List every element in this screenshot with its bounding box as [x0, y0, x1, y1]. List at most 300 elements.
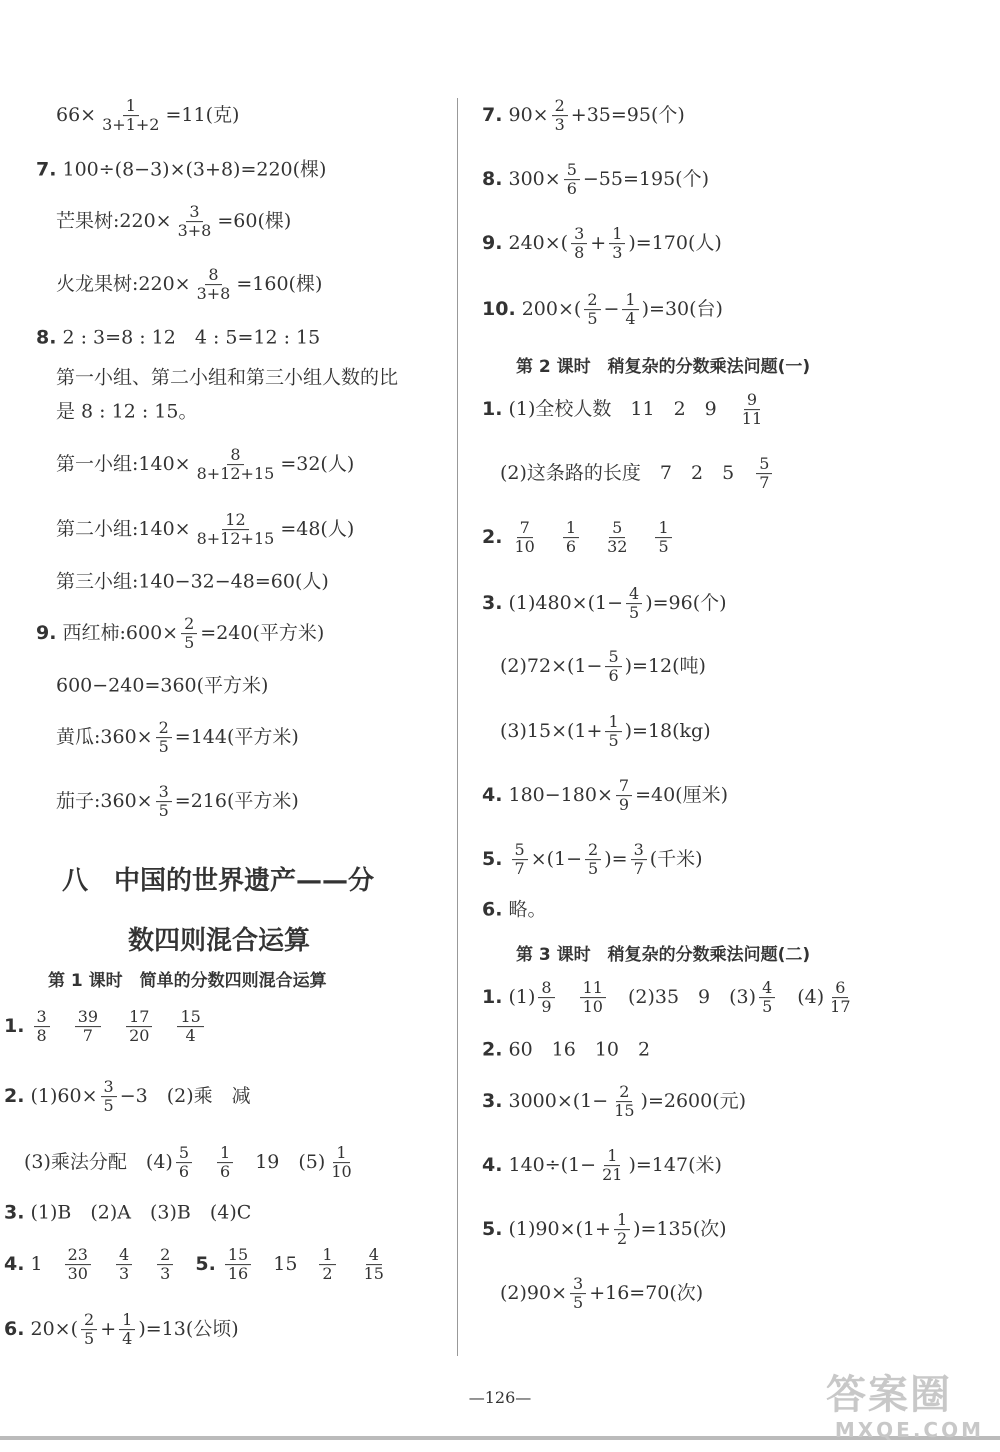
fraction — [177, 1008, 203, 1046]
fraction — [609, 225, 625, 263]
fraction — [319, 1246, 335, 1284]
answer-text: )=12(吨) — [624, 655, 706, 678]
fraction — [361, 1246, 387, 1284]
denominator: 5 — [587, 309, 598, 329]
question-number: 10. — [482, 298, 516, 321]
fraction — [176, 1144, 192, 1182]
numerator: 3 — [101, 1078, 117, 1097]
denominator: 7 — [82, 1026, 93, 1046]
answer-line — [56, 266, 322, 304]
numerator: 1 — [605, 713, 621, 732]
answer-text: − — [603, 298, 620, 321]
answer-line — [482, 777, 728, 815]
fraction — [156, 719, 172, 757]
fraction — [225, 1246, 251, 1284]
answer-text: 1 — [24, 1253, 62, 1276]
chapter-title-line-1: 八 中国的世界遗产——分 — [62, 866, 375, 896]
fraction — [156, 783, 172, 821]
denominator: 3 — [118, 1264, 130, 1284]
fraction — [194, 446, 278, 484]
denominator: 3+8 — [196, 284, 231, 304]
answer-text: )=18(kg) — [624, 720, 711, 743]
denominator: 6 — [220, 1162, 231, 1182]
answer-text: (1)全校人数 11 2 9 — [502, 398, 736, 421]
answer-text: )=135(次) — [633, 1218, 727, 1241]
denominator: 8 — [36, 1026, 47, 1046]
answer-text: + — [590, 232, 607, 255]
answer-text — [176, 1256, 195, 1275]
answer-text: (3)15×(1+ — [500, 720, 603, 743]
fraction — [563, 519, 579, 557]
numerator: 3 — [570, 1275, 586, 1294]
denominator: 6 — [565, 537, 577, 557]
answer-text — [155, 1018, 174, 1037]
numerator: 5 — [512, 841, 528, 860]
fraction — [512, 519, 538, 557]
answer-line — [36, 158, 327, 181]
answer-text: 是 8 : 12 : 15。 — [56, 400, 198, 423]
numerator: 3 — [631, 841, 647, 860]
answer-text — [633, 529, 652, 548]
denominator: 17 — [830, 997, 851, 1017]
lesson-2-heading: 第 2 课时 稍复杂的分数乘法问题(一) — [516, 357, 811, 377]
denominator: 9 — [618, 795, 630, 815]
numerator: 11 — [580, 979, 606, 998]
numerator: 17 — [126, 1008, 152, 1027]
answer-line — [482, 97, 685, 135]
column-divider — [457, 98, 458, 1356]
question-number: 6. — [4, 1318, 25, 1341]
numerator: 6 — [832, 979, 848, 998]
denominator: 8 — [574, 243, 585, 263]
numerator: 1 — [622, 291, 638, 310]
numerator: 12 — [222, 511, 248, 530]
answer-line — [500, 713, 711, 751]
denominator: 5 — [658, 537, 669, 557]
question-number: 7. — [482, 104, 503, 127]
question-number: 3. — [4, 1201, 25, 1224]
answer-text: 140÷(1− — [502, 1154, 597, 1177]
answer-text: 芒果树:220× — [56, 210, 172, 233]
numerator: 2 — [585, 841, 601, 860]
answer-text: (1)90×(1+ — [502, 1218, 611, 1241]
fraction — [614, 1211, 630, 1249]
answer-text: =11(克) — [165, 104, 240, 127]
answer-text: ×(1− — [530, 848, 583, 871]
lesson-3-heading: 第 3 课时 稍复杂的分数乘法问题(二) — [516, 945, 811, 965]
answer-line — [56, 366, 399, 389]
answer-text: )=147(米) — [628, 1154, 722, 1177]
denominator: 3 — [160, 1264, 171, 1284]
fraction — [580, 979, 606, 1017]
answer-text: =40(厘米) — [635, 784, 728, 807]
denominator: 5 — [629, 603, 640, 623]
answer-text: =60(棵) — [217, 210, 292, 233]
denominator: 4 — [185, 1026, 196, 1046]
numerator: 2 — [157, 1246, 173, 1265]
answer-text: =240(平方米) — [200, 622, 325, 645]
denominator: 32 — [607, 537, 628, 557]
answer-line — [56, 511, 354, 549]
numerator: 3 — [156, 783, 172, 802]
answer-line — [482, 225, 722, 263]
answer-line — [482, 161, 709, 199]
fraction — [81, 1311, 97, 1349]
denominator: 3+1+2 — [102, 115, 160, 135]
question-number: 5. — [195, 1253, 216, 1276]
answer-text — [502, 529, 508, 548]
answer-text: + — [100, 1318, 117, 1341]
watermark-url: MXQE.COM — [834, 1418, 984, 1442]
answer-text — [502, 851, 508, 870]
answer-line — [500, 648, 706, 686]
fraction — [116, 1246, 132, 1284]
question-number: 2. — [482, 1038, 503, 1061]
answer-text: 200×( — [515, 298, 582, 321]
fraction — [584, 291, 600, 329]
numerator: 1 — [319, 1246, 335, 1265]
answer-line — [4, 1201, 252, 1224]
fraction — [622, 291, 638, 329]
fraction — [570, 1275, 586, 1313]
question-number: 3. — [482, 1090, 503, 1113]
denominator: 5 — [762, 997, 773, 1017]
answer-text: 第三小组:140−32−48=60(人) — [56, 570, 329, 593]
denominator: 20 — [129, 1026, 150, 1046]
watermark-logo — [826, 1372, 990, 1446]
answer-text: 2 : 3=8 : 12 4 : 5=12 : 15 — [56, 326, 321, 349]
question-number: 9. — [36, 622, 57, 645]
answer-text: )=2600(元) — [640, 1090, 747, 1113]
answer-text: 100÷(8−3)×(3+8)=220(棵) — [56, 158, 327, 181]
denominator: 5 — [573, 1293, 584, 1313]
denominator: 7 — [633, 859, 644, 879]
fraction — [756, 455, 772, 493]
fraction — [157, 1246, 173, 1284]
denominator: 10 — [582, 997, 603, 1017]
denominator: 2 — [616, 1229, 628, 1249]
question-number: 4. — [4, 1253, 25, 1276]
answer-line — [56, 674, 269, 697]
fraction — [552, 97, 568, 135]
answer-text: )=96(个) — [645, 592, 727, 615]
answer-line — [500, 1275, 703, 1313]
question-number: 2. — [4, 1085, 25, 1108]
fraction — [217, 1144, 233, 1182]
chapter-title-line-2: 数四则混合运算 — [128, 926, 311, 956]
denominator: 3 — [554, 115, 565, 135]
answer-text — [195, 1154, 214, 1173]
fraction — [759, 979, 775, 1017]
answer-text: =160(棵) — [236, 273, 323, 296]
numerator: 7 — [616, 777, 632, 796]
denominator: 9 — [541, 997, 552, 1017]
denominator: 4 — [625, 309, 636, 329]
numerator: 7 — [517, 519, 533, 538]
denominator: 7 — [514, 859, 525, 879]
answer-text — [24, 1018, 30, 1037]
answer-text: 240×( — [502, 232, 569, 255]
answer-text: 火龙果树:220× — [56, 273, 191, 296]
numerator: 2 — [584, 291, 600, 310]
answer-line — [36, 615, 324, 653]
answer-text: 黄瓜:360× — [56, 726, 153, 749]
answer-text — [541, 529, 560, 548]
denominator: 15 — [363, 1264, 384, 1284]
numerator: 4 — [759, 979, 775, 998]
answer-line — [56, 203, 291, 241]
answer-line — [482, 291, 723, 329]
denominator: 8+12+15 — [196, 529, 275, 549]
fraction — [328, 1144, 354, 1182]
denominator: 15 — [614, 1101, 635, 1121]
question-number: 4. — [482, 1154, 503, 1177]
fraction — [512, 841, 528, 879]
numerator: 8 — [538, 979, 554, 998]
answer-line — [56, 570, 329, 593]
answer-text: (2)35 9 (3) — [608, 986, 757, 1009]
numerator: 5 — [756, 455, 772, 474]
fraction — [611, 1083, 637, 1121]
fraction — [605, 648, 621, 686]
answer-line — [482, 391, 768, 429]
question-number: 1. — [4, 1015, 25, 1038]
answer-text: )=13(公顷) — [138, 1318, 239, 1341]
answer-text: −55=195(个) — [582, 168, 709, 191]
denominator: 5 — [103, 1096, 114, 1116]
numerator: 9 — [744, 391, 760, 410]
question-number: 1. — [482, 398, 503, 421]
answer-line — [482, 841, 703, 879]
denominator: 6 — [178, 1162, 190, 1182]
fraction — [616, 777, 632, 815]
fraction — [631, 841, 647, 879]
watermark-text: 答案圈 — [826, 1372, 952, 1418]
answer-text: +16=70(次) — [589, 1282, 704, 1305]
answer-text: 第二小组:140× — [56, 518, 191, 541]
numerator: 8 — [205, 266, 221, 285]
fraction — [65, 1246, 91, 1284]
fraction — [175, 203, 215, 241]
answer-line — [4, 1008, 207, 1046]
answer-text: (1) — [502, 986, 536, 1009]
answer-text: 20×( — [24, 1318, 79, 1341]
answer-text: (1)60× — [24, 1085, 98, 1108]
answer-line — [482, 1083, 746, 1121]
numerator: 15 — [177, 1008, 203, 1027]
lesson-1-heading: 第 1 课时 简单的分数四则混合运算 — [48, 971, 327, 991]
numerator: 2 — [156, 719, 172, 738]
answer-text: 西红柿:600× — [56, 622, 179, 645]
answer-text: 第一小组、第二小组和第三小组人数的比 — [56, 366, 399, 389]
denominator: 10 — [514, 537, 535, 557]
fraction — [604, 519, 630, 557]
answer-text — [94, 1256, 113, 1275]
answer-line — [36, 326, 321, 349]
fraction — [101, 1078, 117, 1116]
answer-text: (2)90× — [500, 1282, 568, 1305]
denominator: 7 — [759, 473, 770, 493]
answer-text — [53, 1018, 72, 1037]
denominator: 4 — [122, 1329, 133, 1349]
fraction — [827, 979, 853, 1017]
answer-text: )=30(台) — [641, 298, 723, 321]
answer-line — [482, 1211, 727, 1249]
numerator: 1 — [655, 519, 671, 538]
answer-line — [56, 400, 198, 423]
answer-text: (1)480×(1− — [502, 592, 624, 615]
answer-text: 66× — [56, 104, 97, 127]
answer-text — [339, 1256, 358, 1275]
answer-text: =216(平方米) — [174, 790, 299, 813]
answer-text: −3 (2)乘 减 — [119, 1085, 251, 1108]
numerator: 4 — [626, 585, 642, 604]
numerator: 1 — [123, 97, 139, 116]
fraction — [75, 1008, 101, 1046]
answer-text: (3)乘法分配 (4) — [24, 1151, 173, 1174]
numerator: 1 — [119, 1311, 135, 1330]
question-number: 2. — [482, 526, 503, 549]
question-number: 9. — [482, 232, 503, 255]
question-number: 5. — [482, 848, 503, 871]
answer-line — [482, 898, 547, 921]
denominator: 5 — [608, 731, 619, 751]
denominator: 3 — [612, 243, 623, 263]
numerator: 23 — [65, 1246, 91, 1265]
denominator: 11 — [741, 409, 763, 429]
answer-text: (2)这条路的长度 7 2 5 — [500, 462, 754, 485]
answer-line — [56, 97, 239, 135]
answer-text: =144(平方米) — [174, 726, 299, 749]
fraction — [181, 615, 197, 653]
question-number: 8. — [36, 326, 57, 349]
answer-text: 15 — [254, 1253, 317, 1276]
numerator: 1 — [563, 519, 579, 538]
question-number: 4. — [482, 784, 503, 807]
numerator: 39 — [75, 1008, 101, 1027]
answer-text: (千米) — [649, 848, 703, 871]
denominator: 3+8 — [177, 221, 212, 241]
denominator: 6 — [608, 666, 619, 686]
numerator: 1 — [609, 225, 625, 244]
answer-text: (2)72×(1− — [500, 655, 603, 678]
numerator: 2 — [81, 1311, 97, 1330]
fraction — [599, 1147, 625, 1185]
denominator: 5 — [84, 1329, 95, 1349]
fraction — [99, 97, 162, 135]
numerator: 4 — [116, 1246, 132, 1265]
numerator: 1 — [333, 1144, 349, 1163]
answer-text: 茄子:360× — [56, 790, 153, 813]
numerator: 5 — [176, 1144, 192, 1163]
denominator: 30 — [67, 1264, 88, 1284]
page-number: —126— — [468, 1388, 532, 1407]
answer-line — [4, 1078, 251, 1116]
answer-line — [500, 455, 775, 493]
denominator: 8+12+15 — [196, 464, 275, 484]
denominator: 5 — [158, 801, 169, 821]
answer-line — [56, 783, 299, 821]
fraction — [34, 1008, 50, 1046]
answer-line — [4, 1246, 390, 1284]
answer-line — [482, 585, 727, 623]
answer-text: (4) — [778, 986, 825, 1009]
answer-line — [482, 519, 675, 557]
numerator: 15 — [225, 1246, 251, 1265]
numerator: 2 — [552, 97, 568, 116]
numerator: 5 — [605, 648, 621, 667]
answer-line — [4, 1311, 239, 1349]
question-number: 3. — [482, 592, 503, 615]
answer-text: (1)B (2)A (3)B (4)C — [24, 1201, 252, 1224]
denominator: 21 — [602, 1165, 623, 1185]
question-number: 6. — [482, 898, 503, 921]
fraction — [194, 511, 278, 549]
numerator: 1 — [604, 1147, 620, 1166]
answer-text — [216, 1256, 222, 1275]
numerator: 5 — [564, 161, 580, 180]
question-number: 8. — [482, 168, 503, 191]
answer-text — [558, 989, 577, 1008]
fraction — [126, 1008, 152, 1046]
numerator: 5 — [609, 519, 625, 538]
fraction — [538, 979, 554, 1017]
fraction — [119, 1311, 135, 1349]
answer-text — [104, 1018, 123, 1037]
fraction — [626, 585, 642, 623]
fraction — [564, 161, 580, 199]
answer-line — [24, 1144, 358, 1182]
answer-text: 第一小组:140× — [56, 453, 191, 476]
fraction — [585, 841, 601, 879]
numerator: 2 — [181, 615, 197, 634]
fraction — [605, 713, 621, 751]
answer-text: =48(人) — [280, 518, 355, 541]
fraction — [194, 266, 234, 304]
answer-line — [482, 1038, 651, 1061]
fraction — [739, 391, 765, 429]
answer-text: =32(人) — [280, 453, 355, 476]
answer-text: 300× — [502, 168, 561, 191]
denominator: 16 — [227, 1264, 249, 1284]
question-number: 7. — [36, 158, 57, 181]
answer-text: 180−180× — [502, 784, 613, 807]
numerator: 8 — [227, 446, 243, 465]
numerator: 1 — [217, 1144, 233, 1163]
answer-text: 19 (5) — [236, 1151, 326, 1174]
numerator: 4 — [366, 1246, 382, 1265]
numerator: 2 — [616, 1083, 632, 1102]
denominator: 5 — [184, 633, 195, 653]
answer-text: 60 16 10 2 — [502, 1038, 651, 1061]
answer-text: +35=95(个) — [570, 104, 685, 127]
numerator: 3 — [34, 1008, 50, 1027]
denominator: 10 — [331, 1162, 352, 1182]
answer-text — [135, 1256, 154, 1275]
numerator: 1 — [614, 1211, 630, 1230]
answer-line — [482, 979, 857, 1017]
answer-line — [482, 1147, 722, 1185]
question-number: 1. — [482, 986, 503, 1009]
fraction — [655, 519, 671, 557]
answer-line — [56, 446, 354, 484]
answer-text: 600−240=360(平方米) — [56, 674, 269, 697]
answer-text: )= — [604, 848, 628, 871]
fraction — [571, 225, 587, 263]
answer-text — [582, 529, 601, 548]
answer-text: 3000×(1− — [502, 1090, 609, 1113]
denominator: 5 — [588, 859, 599, 879]
